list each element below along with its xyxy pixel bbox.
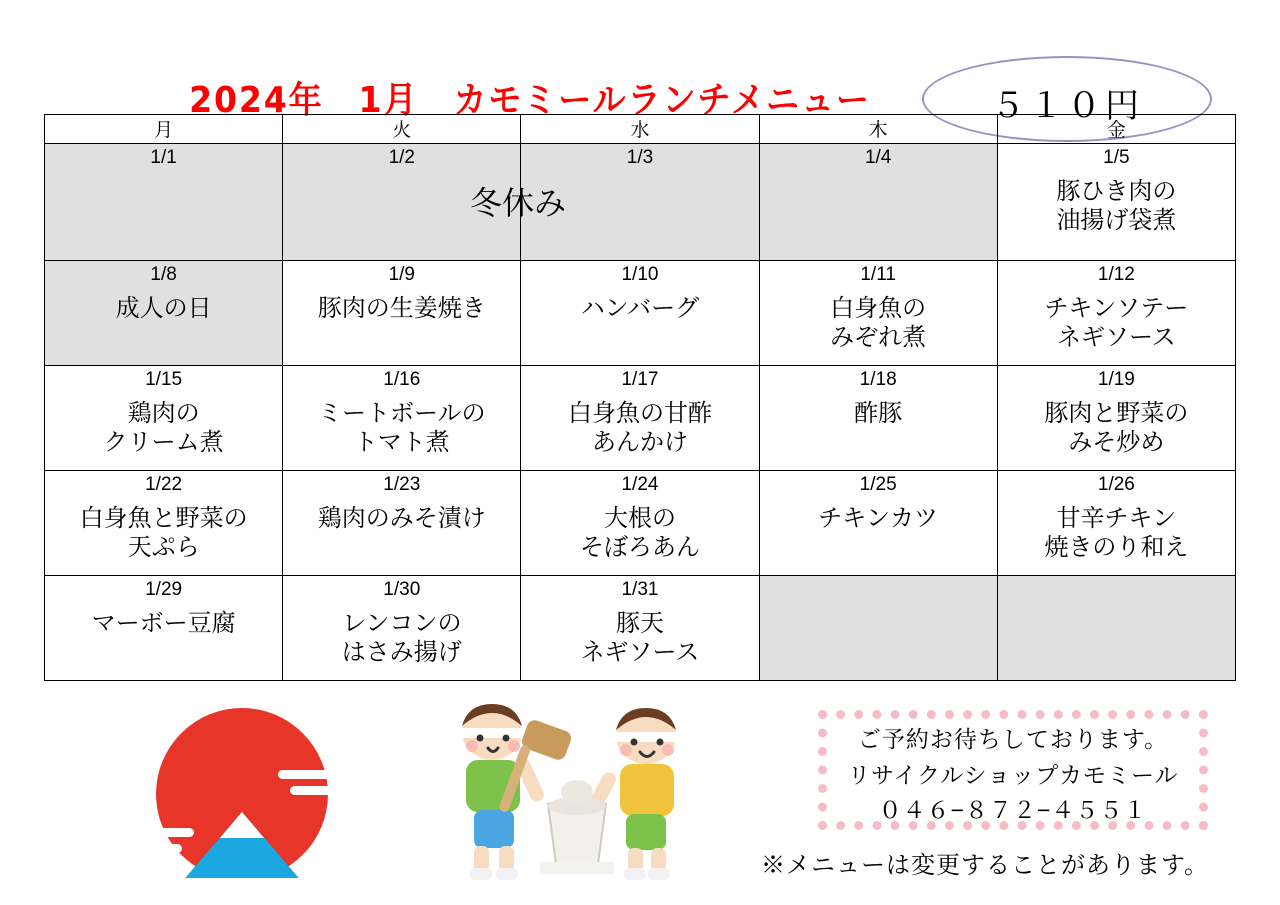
fuji-base-icon (164, 878, 320, 886)
menu-cell (283, 576, 521, 681)
page-title: 2024年 1月 カモミールランチメニュー (189, 80, 871, 121)
cell-dish: 大根の そぼろあん (579, 504, 700, 562)
cell-dish (45, 169, 282, 177)
menu-table-body (45, 144, 1236, 681)
cell-date: 1/18 (859, 369, 897, 390)
cell-date: 1/30 (383, 579, 421, 600)
cell-date: 1/10 (621, 264, 659, 285)
cell-dish: チキンソテー ネギソース (1044, 294, 1189, 352)
cell-date: 1/16 (383, 369, 421, 390)
cell-dish: 白身魚の甘酢 あんかけ (567, 399, 712, 457)
cell-dish: 酢豚 (854, 399, 903, 427)
menu-cell (45, 366, 283, 471)
menu-cell (521, 144, 759, 261)
cell-date: 1/11 (860, 264, 896, 285)
cloud-icon (152, 828, 194, 837)
reservation-notice-text (818, 722, 1208, 829)
menu-cell (521, 471, 759, 576)
winter-break-label: 冬休み (469, 185, 566, 221)
menu-change-footnote: ※メニューは変更することがあります。 (760, 852, 1210, 879)
cell-dish (521, 169, 758, 177)
mount-fuji-sunrise-illustration (148, 708, 353, 888)
cell-date: 1/24 (621, 474, 659, 495)
price-label: ５１０円 (991, 87, 1143, 125)
page-header (0, 34, 1280, 125)
cell-date: 1/4 (864, 147, 892, 168)
cell-dish (283, 169, 520, 177)
right-boy-icon (585, 708, 692, 880)
weekday-thu: 木 (759, 115, 997, 144)
cell-dish: 豚肉と野菜の みそ炒め (1044, 399, 1189, 457)
menu-table (44, 114, 1236, 681)
menu-cell (759, 261, 997, 366)
cell-dish: 白身魚と野菜の 天ぷら (79, 504, 248, 562)
table-row (45, 144, 1236, 261)
menu-cell (45, 144, 283, 261)
menu-cell (759, 366, 997, 471)
weekday-mon: 月 (45, 115, 283, 144)
weekday-header-row (45, 115, 1236, 144)
menu-cell (521, 261, 759, 366)
notice-line-2: リサイクルショップカモミール (847, 761, 1179, 788)
cell-dish: ミートボールの トマト煮 (318, 399, 486, 457)
menu-cell (45, 576, 283, 681)
menu-cell (45, 261, 283, 366)
menu-cell (521, 366, 759, 471)
cell-date: 1/8 (150, 264, 177, 285)
table-row (45, 261, 1236, 366)
cell-dish: 鶏肉の クリーム煮 (103, 399, 224, 457)
cell-dish (760, 580, 997, 588)
cell-dish: 鶏肉のみそ漬け (317, 504, 486, 532)
menu-cell (283, 366, 521, 471)
menu-cell (521, 576, 759, 681)
menu-cell (759, 576, 997, 681)
menu-cell (283, 144, 521, 261)
cell-dish (998, 580, 1235, 588)
table-row (45, 576, 1236, 681)
cell-dish: マーボー豆腐 (91, 609, 236, 637)
cell-date: 1/1 (150, 147, 177, 168)
table-row (45, 471, 1236, 576)
cloud-icon (278, 770, 336, 779)
cell-date: 1/5 (1103, 147, 1130, 168)
menu-cell (283, 471, 521, 576)
cell-date: 1/17 (621, 369, 659, 390)
fuji-snowcap-icon (220, 812, 264, 838)
cell-date: 1/9 (388, 264, 415, 285)
weekday-wed: 水 (521, 115, 759, 144)
menu-cell (997, 366, 1235, 471)
cell-date: 1/26 (1097, 474, 1135, 495)
menu-cell (997, 471, 1235, 576)
cell-dish: 白身魚の みぞれ煮 (830, 294, 927, 352)
cell-date: 1/23 (383, 474, 421, 495)
cell-dish: チキンカツ (818, 504, 939, 532)
notice-line-1: ご予約お待ちしております。 (857, 726, 1169, 752)
cell-dish: ハンバーグ (580, 294, 700, 322)
cell-date: 1/19 (1097, 369, 1135, 390)
menu-cell (759, 144, 997, 261)
cell-date: 1/22 (145, 474, 183, 495)
cell-dish: レンコンの はさみ揚げ (341, 609, 462, 667)
cell-date: 1/31 (621, 579, 659, 600)
cell-dish: 豚ひき肉の 油揚げ袋煮 (1056, 177, 1177, 235)
cloud-icon (290, 786, 336, 795)
notice-phone-number: ０４６−８７２−４５５１ (878, 797, 1148, 824)
cell-date: 1/12 (1097, 264, 1135, 285)
weekday-tue: 火 (283, 115, 521, 144)
kids-mochi-svg (430, 700, 720, 890)
cell-dish: 豚肉の生姜焼き (317, 294, 486, 322)
menu-cell (997, 576, 1235, 681)
cell-date: 1/15 (145, 369, 183, 390)
weekday-fri: 金 (997, 115, 1235, 144)
cell-dish (760, 169, 997, 177)
cell-date: 1/3 (626, 147, 654, 168)
menu-cell (759, 471, 997, 576)
cell-dish: 豚天 ネギソース (580, 609, 700, 667)
menu-cell (283, 261, 521, 366)
menu-cell (997, 144, 1235, 261)
cell-date: 1/25 (859, 474, 897, 495)
cell-dish: 成人の日 (115, 294, 212, 322)
cell-date: 1/29 (145, 579, 183, 600)
mochi-pounding-kids-illustration (430, 700, 720, 890)
table-row (45, 366, 1236, 471)
cell-dish: 甘辛チキン 焼きのり和え (1044, 504, 1189, 562)
menu-cell (45, 471, 283, 576)
cloud-icon (148, 844, 182, 853)
menu-cell (997, 261, 1235, 366)
cell-date: 1/2 (388, 147, 415, 168)
